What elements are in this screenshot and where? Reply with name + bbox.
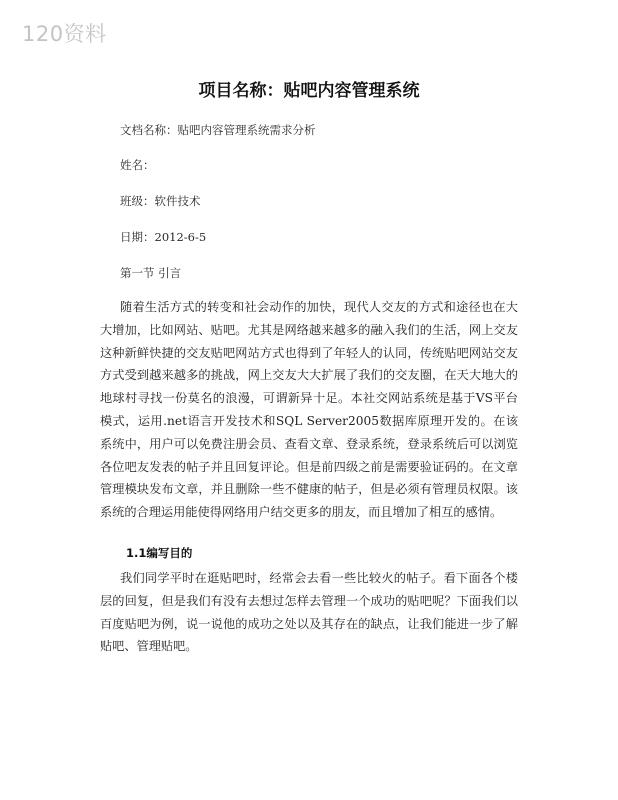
intro-paragraph: 随着生活方式的转变和社会动作的加快，现代人交友的方式和途径也在大大增加，比如网站、贴吧。尤其是网络越来越多的融入我们的生活，网上交友这种新鲜快捷的交友贴吧网站方式也得到了年轻人的认同，传统贴吧网站交友方式受到越来越多的挑战，网上交友大大扩展了我们的交友圈，在天大地大的地球村寻找一份莫名的浪漫，可谓新异十足。本社交网站系统是基于VS平台模式，运用.net语言开发技术和SQL Server2005数据库原理开发的。在该系统中，用户可以免费注册会员、查看文章、登录系统，登录系统后可以浏览各位吧友发表的帖子并且回复评论。但是前四级之前是需要验证码的。在文章管理模块发布文章，并且删除一些不健康的帖子，但是必须有管理员权限。该系统的合理运用能使得网络用户结交更多的朋友，而且增加了相互的感情。 — [100, 300, 518, 520]
date-field: 日期：2012-6-5 — [120, 230, 207, 244]
section-heading: 第一节 引言 — [120, 266, 182, 280]
doc-name-field: 文档名称：贴吧内容管理系统需求分析 — [120, 123, 316, 137]
subsection-heading: 1.1编写目的 — [126, 546, 193, 560]
student-name-field: 姓名： — [120, 158, 155, 172]
watermark-logo: 120资料 — [22, 22, 107, 46]
purpose-paragraph: 我们同学平时在逛贴吧时，经常会去看一些比较火的帖子。看下面各个楼层的回复，但是我们有没有去想过怎样去管理一个成功的贴吧呢？下面我们以百度贴吧为例，说一说他的成功之处以及其存在的缺点，让我们能进一步了解贴吧、管理贴吧。 — [100, 571, 518, 654]
document-title: 项目名称：贴吧内容管理系统 — [198, 81, 420, 101]
class-field: 班级：软件技术 — [120, 194, 201, 208]
